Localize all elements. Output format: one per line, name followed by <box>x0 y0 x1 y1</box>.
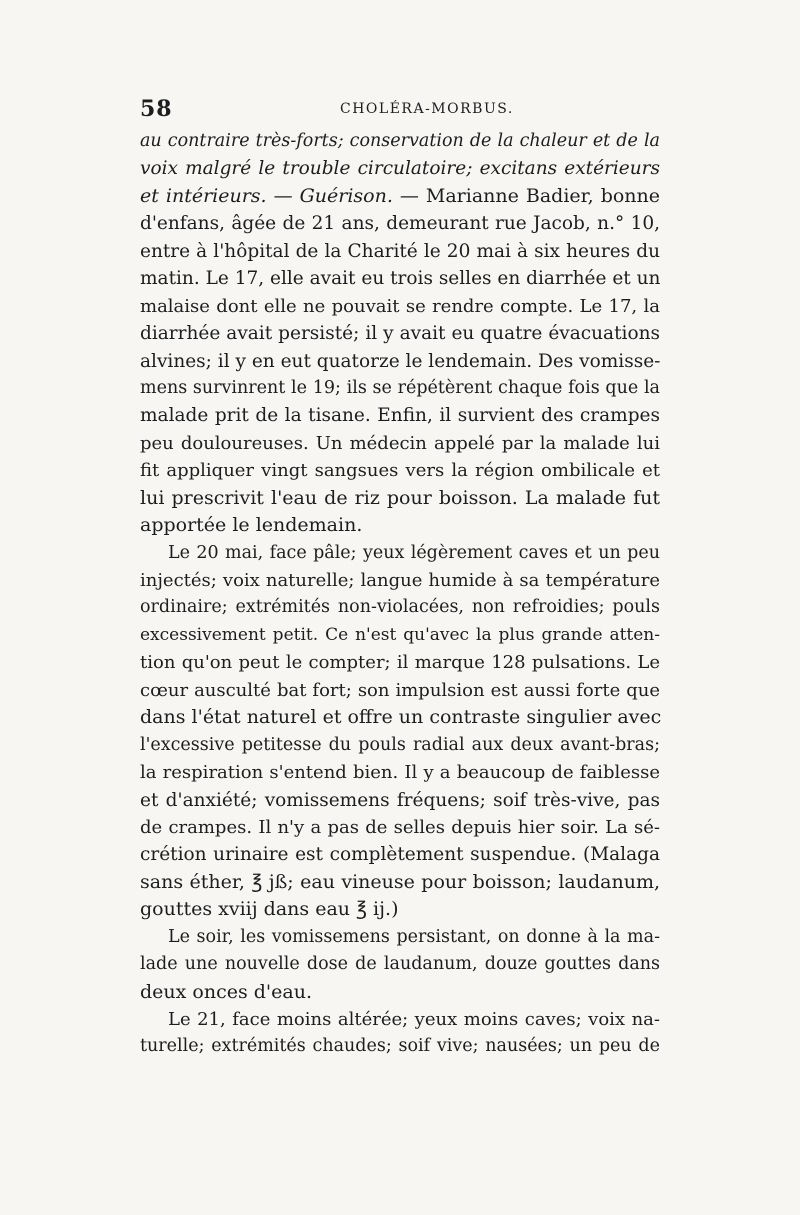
text-line: turelle; extrémités chaudes; soif vive; nausées; un peu de <box>140 1036 660 1057</box>
text-line: d'enfans, âgée de 21 ans, demeurant rue Jacob, n.° 10, <box>140 213 660 235</box>
text-line: entre à l'hôpital de la Charité le 20 mai à six heures du <box>140 240 660 262</box>
page-header <box>140 96 660 126</box>
text-line: peu douloureuses. Un médecin appelé par la malade lui <box>140 432 660 454</box>
text-line: et d'anxiété; vomissemens fréquens; soif très-vive, pas <box>140 789 660 811</box>
body-text <box>140 128 660 1061</box>
text-line: alvines; il y en eut quatorze le lendemain. Des vomisse- <box>140 350 661 372</box>
italic-run: et intérieurs. — Guérison. — <box>140 184 419 207</box>
text-line: Le 20 mai, face pâle; yeux légèrement caves et un peu <box>168 542 660 563</box>
text-line: fit appliquer vingt sangsues vers la région ombilicale et <box>140 460 660 482</box>
text-line: voix malgré le trouble circulatoire; excitans extérieurs <box>140 158 660 180</box>
text-line: gouttes xviij dans eau ℥ ij.) <box>140 898 399 921</box>
text-line: au contraire très-forts; conservation de la chaleur et de la <box>140 131 660 151</box>
text-line: malade prit de la tisane. Enfin, il survient des crampes <box>140 405 660 427</box>
text-line: deux onces d'eau. <box>140 980 312 1003</box>
text-line: ordinaire; extrémités non-violacées, non refroidies; pouls <box>140 597 660 618</box>
text-line: mens survinrent le 19; ils se répétèrent chaque fois que la <box>140 377 660 398</box>
text-line: la respiration s'entend bien. Il y a beaucoup de faiblesse <box>140 762 660 784</box>
text-line: tion qu'on peut le compter; il marque 128 pulsations. Le <box>140 652 660 674</box>
text-line: Le 21, face moins altérée; yeux moins caves; voix na- <box>168 1009 660 1030</box>
text-line: sans éther, ℥ jß; eau vineuse pour boisson; laudanum, <box>140 870 660 893</box>
text-line: matin. Le 17, elle avait eu trois selles en diarrhée et un <box>140 268 661 290</box>
text-line: lade une nouvelle dose de laudanum, douze gouttes dans <box>140 954 660 975</box>
text-line: Le soir, les vomissemens persistant, on donne à la ma- <box>168 926 660 947</box>
roman-run: Marianne Badier, bonne <box>418 184 661 207</box>
running-title: CHOLÉRA-MORBUS. <box>340 101 514 117</box>
text-line <box>140 183 660 210</box>
text-line: lui prescrivit l'eau de riz pour boisson. La malade fut <box>140 486 660 509</box>
page-number: 58 <box>140 96 173 122</box>
text-line: malaise dont elle ne pouvait se rendre compte. Le 17, la <box>140 295 660 317</box>
text-line: dans l'état naturel et offre un contraste singulier avec <box>140 706 662 729</box>
text-line: cœur ausculté bat fort; son impulsion est aussi forte que <box>140 679 660 701</box>
text-line: apportée le lendemain. <box>140 514 363 537</box>
text-line: injectés; voix naturelle; langue humide à sa température <box>140 570 660 591</box>
text-line: diarrhée avait persisté; il y avait eu quatre évacuations <box>140 323 660 345</box>
text-line: de crampes. Il n'y a pas de selles depuis hier soir. La sé- <box>140 816 660 838</box>
text-line: crétion urinaire est complètement suspendue. (Malaga <box>140 844 660 866</box>
text-line: l'excessive petitesse du pouls radial aux deux avant-bras; <box>140 734 660 755</box>
text-line: excessivement petit. Ce n'est qu'avec la plus grande atten- <box>140 624 660 645</box>
